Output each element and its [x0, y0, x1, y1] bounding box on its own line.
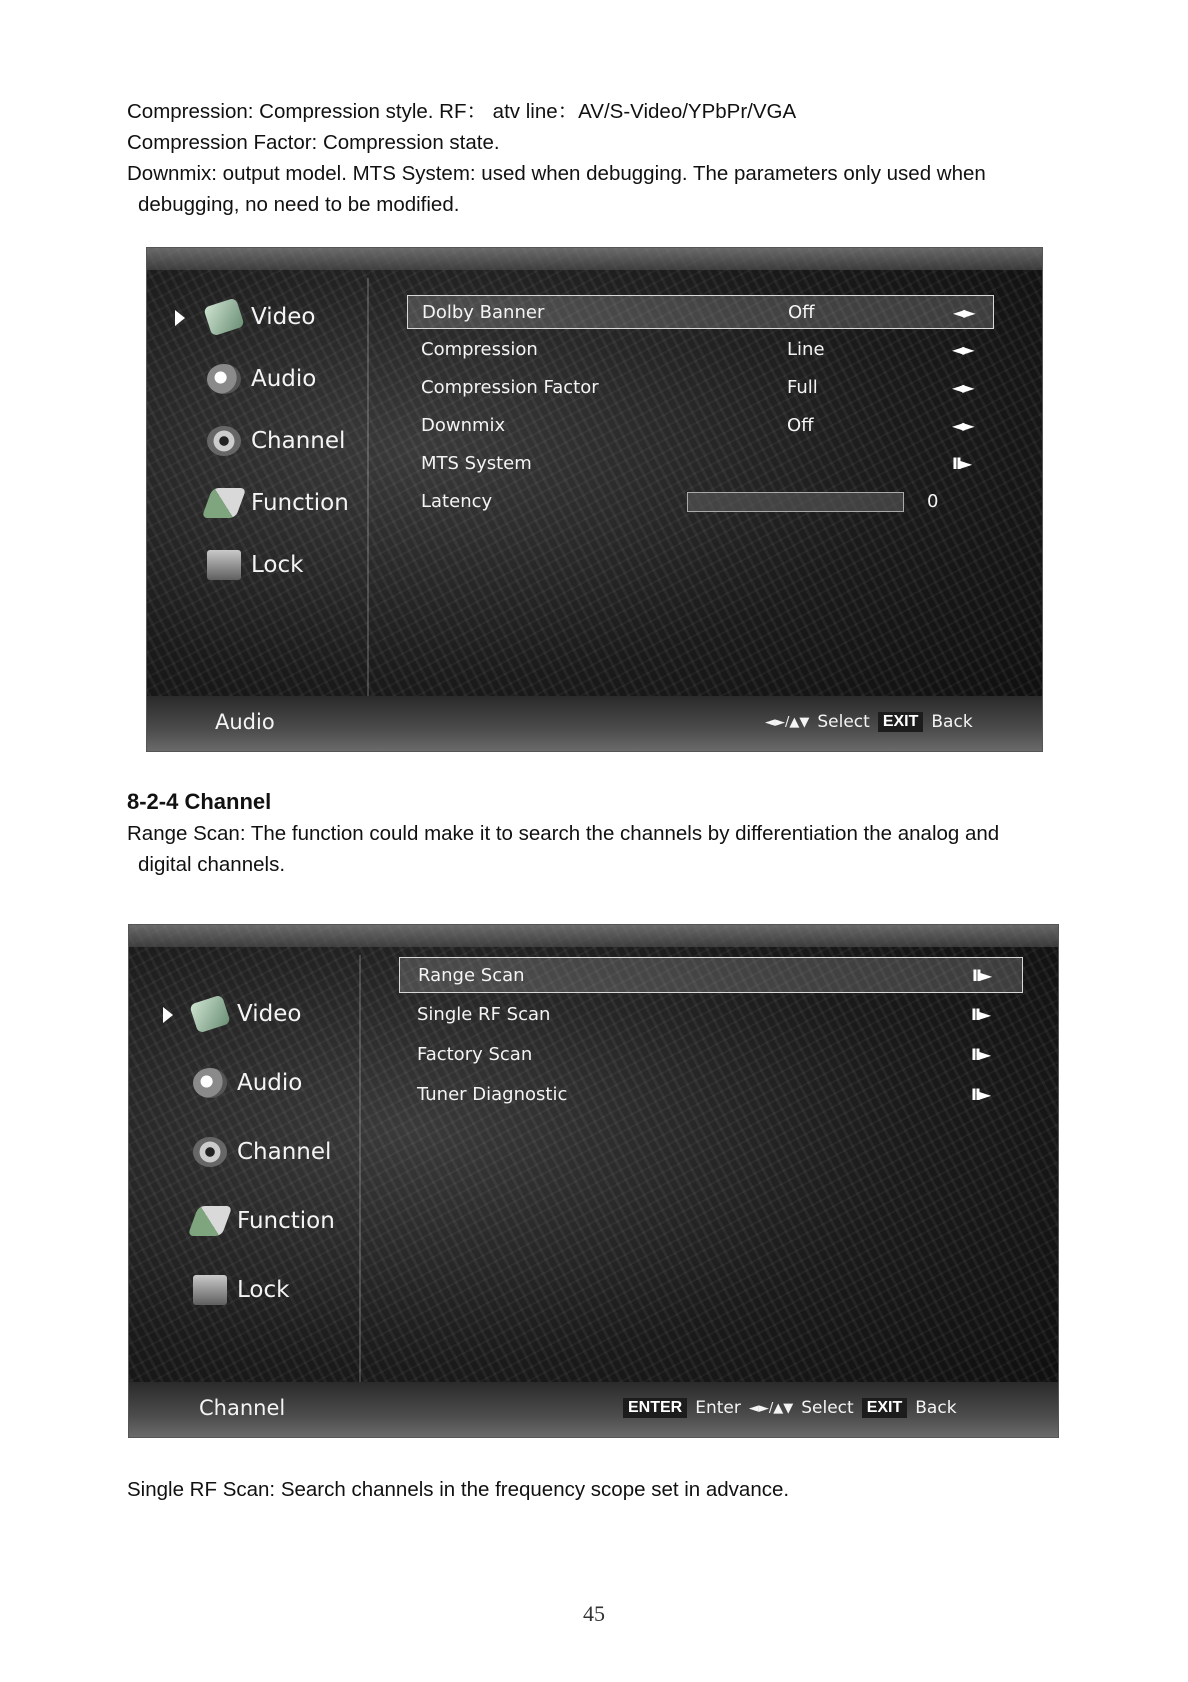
menu-item-label: Single RF Scan — [417, 1003, 551, 1025]
page-number: 45 — [583, 1601, 605, 1626]
section-heading: 8-2-4 Channel — [127, 789, 272, 814]
footer-title: Channel — [199, 1396, 286, 1420]
navigate-arrows-icon: ◄►/▲▼ — [748, 1400, 794, 1416]
menu-item-value: Line — [787, 338, 825, 360]
intro-paragraph — [127, 96, 986, 220]
enter-hint: Enter — [695, 1398, 741, 1418]
menu-item-mts-system[interactable] — [407, 448, 992, 478]
menu-item-tuner-diagnostic[interactable] — [399, 1077, 1021, 1111]
latency-slider[interactable] — [687, 492, 904, 512]
screen-frame — [147, 248, 1042, 270]
enter-submenu-icon[interactable]: II► — [972, 965, 991, 985]
sidebar-item-label: Video — [251, 304, 316, 330]
sidebar-item-label: Lock — [251, 552, 304, 578]
footer-title: Audio — [215, 710, 275, 734]
enter-submenu-icon[interactable]: II► — [971, 1004, 990, 1024]
footer-bar — [129, 1382, 1058, 1437]
menu-item-compression[interactable] — [407, 334, 992, 364]
sidebar-item-function[interactable] — [207, 488, 349, 518]
speaker-icon — [207, 364, 241, 394]
menu-item-label: Tuner Diagnostic — [417, 1083, 568, 1105]
intro-line: debugging, no need to be modified. — [138, 193, 460, 216]
menu-item-label: MTS System — [421, 452, 532, 474]
left-right-arrows-icon[interactable]: ◄► — [953, 302, 974, 322]
menu-item-label: Dolby Banner — [422, 301, 545, 323]
enter-submenu-icon[interactable]: II► — [971, 1044, 990, 1064]
section-line: digital channels. — [138, 853, 286, 876]
outro-line: Single RF Scan: Search channels in the frequency scope set in advance. — [127, 1478, 790, 1501]
selection-arrow-icon — [175, 310, 185, 326]
lock-icon — [207, 550, 241, 580]
sidebar-item-label: Function — [251, 490, 349, 516]
sidebar-item-lock[interactable] — [193, 1275, 289, 1305]
sidebar-item-label: Audio — [251, 366, 317, 392]
menu-item-label: Latency — [421, 490, 493, 512]
sidebar-item-label: Channel — [251, 428, 346, 454]
reel-icon — [207, 426, 241, 456]
sidebar-item-label: Function — [237, 1208, 335, 1234]
menu-item-label: Range Scan — [418, 964, 525, 986]
selection-arrow-icon — [163, 1007, 173, 1023]
menu-item-range-scan[interactable] — [399, 957, 1023, 993]
menu-item-value: Full — [787, 376, 818, 398]
menu-item-downmix[interactable] — [407, 410, 992, 440]
enter-submenu-icon[interactable]: II► — [952, 453, 971, 473]
menu-item-dolby-banner[interactable] — [407, 295, 994, 329]
tools-icon — [202, 488, 247, 518]
footer-bar — [147, 696, 1042, 751]
intro-line: Compression Factor: Compression state. — [127, 131, 500, 154]
lock-icon — [193, 1275, 227, 1305]
latency-value: 0 — [927, 490, 939, 512]
select-hint: Select — [801, 1398, 854, 1418]
footer-hints — [765, 712, 973, 732]
select-hint: Select — [817, 712, 870, 732]
menu-item-latency[interactable] — [407, 486, 992, 516]
channel-menu-screenshot — [128, 924, 1059, 1438]
audio-menu-screenshot — [146, 247, 1043, 752]
back-hint: Back — [931, 712, 973, 732]
menu-item-label: Factory Scan — [417, 1043, 533, 1065]
speaker-icon — [193, 1068, 227, 1098]
intro-line: Downmix: output model. MTS System: used when debugging. The parameters only used when — [127, 162, 986, 185]
menu-item-value: Off — [788, 301, 815, 323]
menu-item-compression-factor[interactable] — [407, 372, 992, 402]
sidebar-item-channel[interactable] — [193, 1137, 331, 1167]
video-icon — [203, 297, 245, 336]
menu-item-single-rf-scan[interactable] — [399, 997, 1021, 1031]
sidebar — [149, 955, 361, 1382]
section-paragraph — [127, 818, 999, 880]
back-hint: Back — [915, 1398, 957, 1418]
menu-item-value: Off — [787, 414, 814, 436]
screen-frame — [129, 925, 1058, 947]
sidebar-item-audio[interactable] — [193, 1068, 302, 1098]
sidebar-item-audio[interactable] — [207, 364, 316, 394]
enter-key[interactable]: ENTER — [623, 1398, 687, 1418]
left-right-arrows-icon[interactable]: ◄► — [952, 415, 973, 435]
sidebar-item-label: Video — [237, 1001, 302, 1027]
tools-icon — [188, 1206, 233, 1236]
exit-key[interactable]: EXIT — [862, 1398, 908, 1418]
left-right-arrows-icon[interactable]: ◄► — [952, 377, 973, 397]
sidebar-item-label: Channel — [237, 1139, 332, 1165]
video-icon — [189, 994, 231, 1033]
navigate-arrows-icon: ◄►/▲▼ — [765, 714, 810, 730]
sidebar-item-lock[interactable] — [207, 550, 303, 580]
sidebar-item-video[interactable] — [193, 999, 301, 1029]
enter-submenu-icon[interactable]: II► — [971, 1084, 990, 1104]
outro-paragraph — [127, 1474, 789, 1505]
menu-item-factory-scan[interactable] — [399, 1037, 1021, 1071]
sidebar-item-label: Lock — [237, 1277, 290, 1303]
sidebar-item-label: Audio — [237, 1070, 303, 1096]
sidebar-item-function[interactable] — [193, 1206, 335, 1236]
menu-item-label: Downmix — [421, 414, 506, 436]
exit-key[interactable]: EXIT — [878, 712, 924, 732]
sidebar-item-video[interactable] — [207, 302, 315, 332]
sidebar-item-channel[interactable] — [207, 426, 345, 456]
section-line: Range Scan: The function could make it to search the channels by differentiation the analog and — [127, 822, 1000, 845]
menu-item-label: Compression Factor — [421, 376, 599, 398]
reel-icon — [193, 1137, 227, 1167]
intro-line: Compression: Compression style. RF： atv line：AV/S-Video/YPbPr/VGA — [127, 100, 797, 123]
menu-item-label: Compression — [421, 338, 538, 360]
left-right-arrows-icon[interactable]: ◄► — [952, 339, 973, 359]
sidebar — [167, 278, 369, 696]
footer-hints — [623, 1398, 957, 1418]
